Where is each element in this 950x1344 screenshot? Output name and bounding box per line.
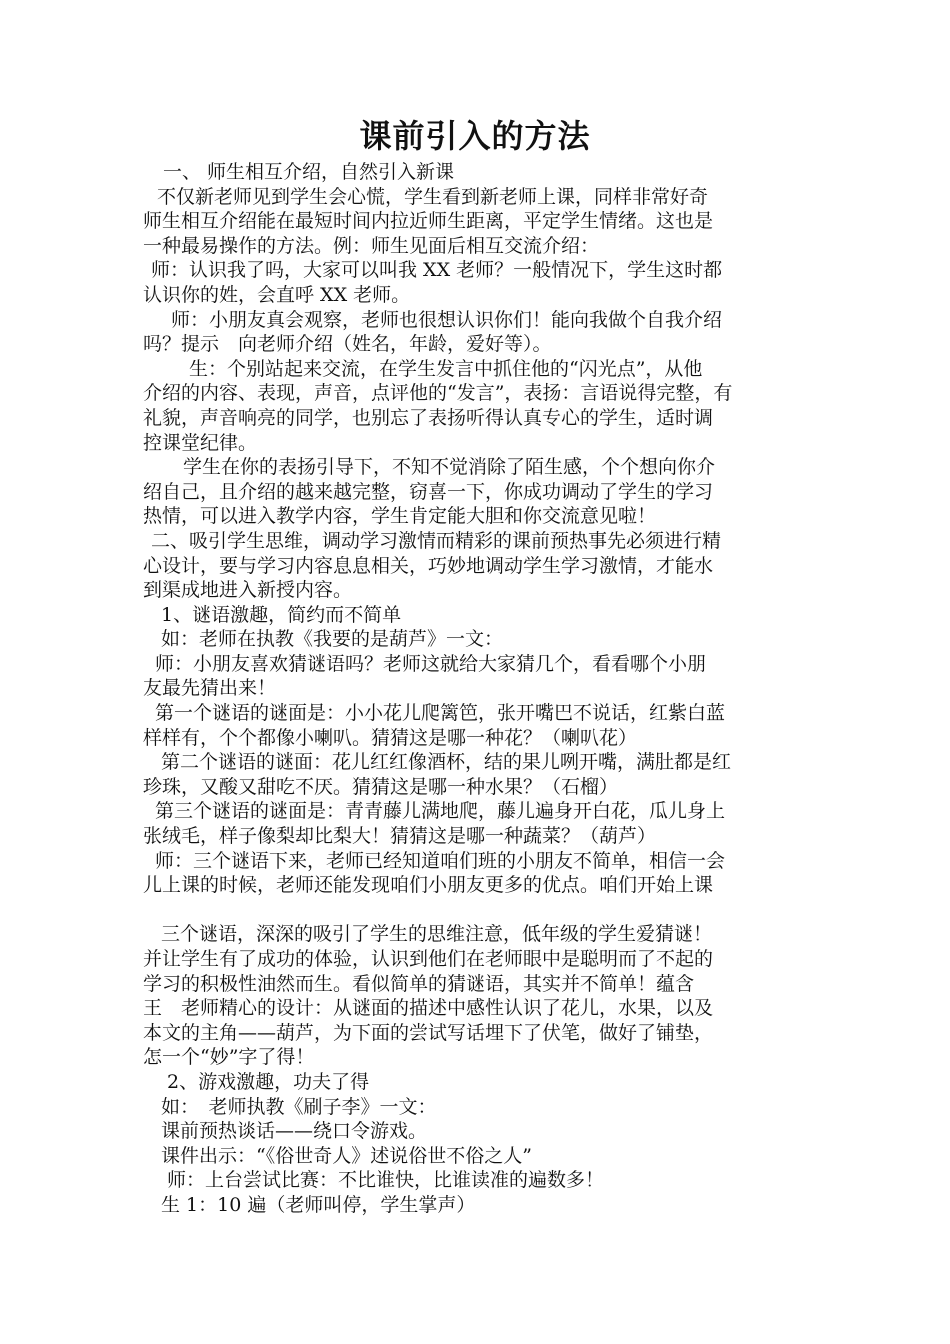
paragraph-line: 珍珠，又酸又甜吃不厌。猜猜这是哪一种水果？（石榴） — [143, 775, 619, 798]
paragraph-line: 第一个谜语的谜面是：小小花儿爬篱笆，张开嘴巴不说话，红紫白蓝 — [155, 702, 726, 725]
paragraph-line: 师：三个谜语下来，老师已经知道咱们班的小朋友不简单，相信一会 — [155, 849, 726, 872]
subsection-heading: 1、谜语激趣，简约而不简单 — [161, 603, 402, 626]
section-heading: 一、 师生相互介绍，自然引入新课 — [163, 161, 455, 183]
paragraph-line: 儿上课的时候，老师还能发现咱们小朋友更多的优点。咱们开始上课 — [143, 874, 714, 897]
paragraph-line: 师：小朋友真会观察，老师也很想认识你们！能向我做个自我介绍 — [171, 308, 723, 331]
paragraph-line: 介绍的内容、表现，声音，点评他的“发言”，表扬：言语说得完整，有 — [143, 382, 733, 405]
paragraph-line: 心设计，要与学习内容息息相关，巧妙地调动学生学习激情，才能水 — [143, 554, 714, 577]
paragraph-line: 师：认识我了吗，大家可以叫我 XX 老师？一般情况下，学生这时都 — [151, 259, 723, 282]
document-title: 课前引入的方法 — [359, 117, 591, 155]
paragraph-line: 第二个谜语的谜面：花儿红红像酒杯，结的果儿咧开嘴，满肚都是红 — [161, 751, 732, 774]
section-heading: 二、吸引学生思维，调动学习激情而精彩的课前预热事先必须进行精 — [151, 529, 722, 552]
paragraph-line: 如： 老师执教《刷子李》一文： — [161, 1095, 437, 1118]
paragraph-line: 张绒毛，样子像梨却比梨大！猜猜这是哪一种蔬菜？（葫芦） — [143, 825, 657, 848]
paragraph-line: 课件出示：“《俗世奇人》述说俗世不俗之人” — [161, 1144, 532, 1167]
paragraph-line: 一种最易操作的方法。例：师生见面后相互交流介绍： — [143, 234, 600, 257]
paragraph-line: 生：个别站起来交流，在学生发言中抓住他的“闪光点”，从他 — [189, 357, 703, 380]
paragraph-line: 怎一个“妙”字了得！ — [143, 1046, 315, 1069]
paragraph-line: 第三个谜语的谜面是：青青藤儿满地爬，藤儿遍身开白花，瓜儿身上 — [155, 800, 726, 823]
blank-line — [143, 898, 808, 923]
subsection-heading: 2、游戏激趣，功夫了得 — [167, 1070, 370, 1093]
paragraph-line: 本文的主角——葫芦，为下面的尝试写话埋下了伏笔，做好了铺垫， — [143, 1021, 714, 1044]
paragraph-line: 吗？提示 向老师介绍（姓名，年龄，爱好等）。 — [143, 333, 552, 356]
paragraph-line: 学生在你的表扬引导下，不知不觉消除了陌生感，个个想向你介 — [183, 456, 716, 479]
paragraph-line: 控课堂纪律。 — [143, 431, 258, 454]
paragraph-line: 友最先猜出来！ — [143, 677, 277, 700]
paragraph-line: 师：小朋友喜欢猜谜语吗？老师这就给大家猜几个，看看哪个小朋 — [155, 652, 707, 675]
paragraph-line: 如：老师在执教《我要的是葫芦》一文： — [161, 628, 504, 651]
paragraph-line: 学习的积极性油然而生。看似简单的猜谜语，其实并不简单！蕴含 — [143, 972, 695, 995]
paragraph-line: 并让学生有了成功的体验，认识到他们在老师眼中是聪明而了不起的 — [143, 948, 714, 970]
paragraph-line: 课前预热谈话——绕口令游戏。 — [161, 1120, 428, 1143]
paragraph-line: 礼貌，声音响亮的同学，也别忘了表扬听得认真专心的学生，适时调 — [143, 406, 714, 429]
paragraph-line: 三个谜语，深深的吸引了学生的思维注意，低年级的学生爱猜谜！ — [161, 923, 713, 946]
paragraph-line: 热情，可以进入教学内容，学生肯定能大胆和你交流意见啦！ — [143, 505, 657, 528]
paragraph-line: 绍自己，且介绍的越来越完整，窃喜一下，你成功调动了学生的学习 — [143, 480, 714, 503]
paragraph-line: 到渠成地进入新授内容。 — [143, 579, 353, 602]
paragraph-line: 样样有，个个都像小喇叭。猜猜这是哪一种花？（喇叭花） — [143, 726, 638, 749]
paragraph-line: 师生相互介绍能在最短时间内拉近师生距离，平定学生情绪。这也是 — [143, 210, 714, 233]
paragraph-line: 认识你的姓，会直呼 XX 老师。 — [143, 283, 411, 306]
paragraph-line: 生 1：10 遍（老师叫停，学生掌声） — [161, 1193, 476, 1216]
paragraph-line: 不仅新老师见到学生会心慌，学生看到新老师上课，同样非常好奇 — [157, 185, 709, 208]
paragraph-line: 王 老师精心的设计：从谜面的描述中感性认识了花儿，水果，以及 — [143, 997, 714, 1020]
paragraph-line: 师：上台尝试比赛：不比谁快，比谁读准的遍数多！ — [167, 1169, 605, 1192]
document-body — [143, 160, 808, 1218]
